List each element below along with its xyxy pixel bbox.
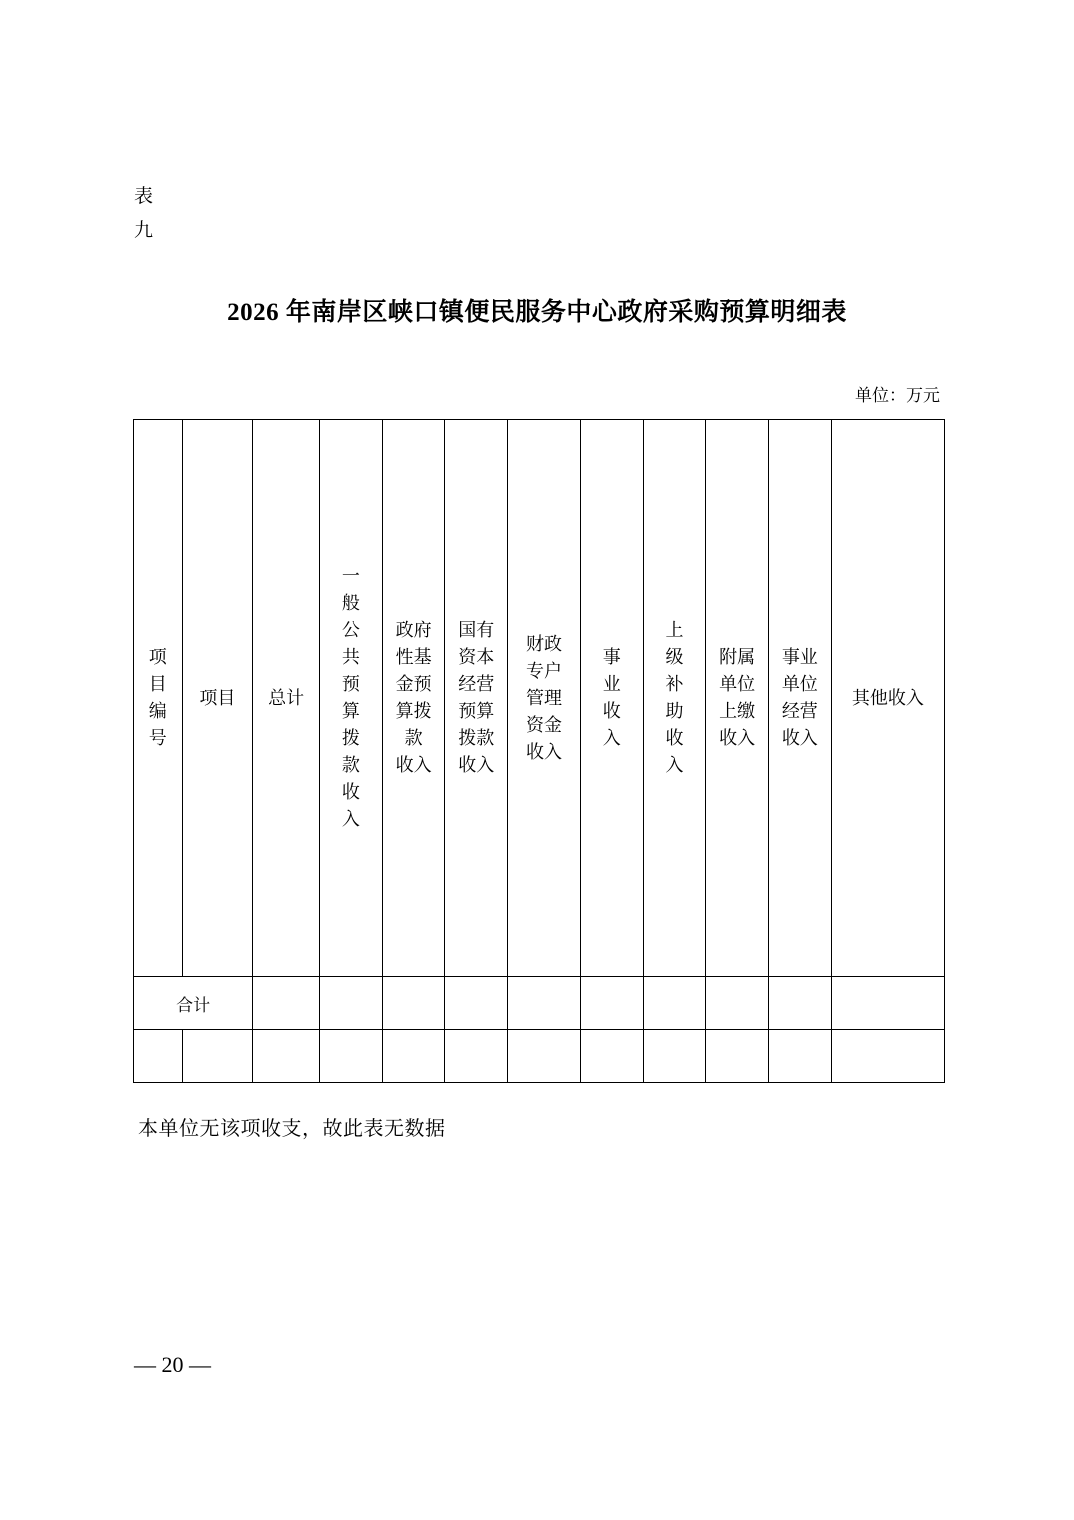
col-header-state-capital-budget: 国有 资本 经营 预算 拨款 收入: [445, 420, 508, 977]
cell-total-government-fund-budget: [382, 977, 445, 1030]
cell-total-general-public-budget: [320, 977, 383, 1030]
cell-total-business-income: [580, 977, 643, 1030]
cell-total-superior-subsidy: [643, 977, 706, 1030]
col-header-other-income: 其他收入: [831, 420, 944, 977]
col-header-superior-subsidy: 上 级 补 助 收 入: [643, 420, 706, 977]
cell-total-other-income: [831, 977, 944, 1030]
cell-blank-business-operating-income: [768, 1030, 831, 1083]
cell-blank-other-income: [831, 1030, 944, 1083]
table-row: [134, 1030, 945, 1083]
budget-table: [133, 419, 945, 1083]
footnote: 本单位无该项收支，故此表无数据: [138, 1118, 446, 1140]
table-header-row: [134, 420, 945, 977]
cell-blank-business-income: [580, 1030, 643, 1083]
page-number: — 20 —: [134, 1352, 211, 1377]
cell-total-state-capital-budget: [445, 977, 508, 1030]
cell-total-business-operating-income: [768, 977, 831, 1030]
col-header-affiliated-unit-payment: 附属 单位 上缴 收入: [706, 420, 769, 977]
sheet-label-char-2: 九: [134, 220, 154, 241]
col-header-project-code: 项 目 编 号: [134, 420, 183, 977]
sheet-label-char-1: 表: [134, 186, 154, 207]
col-header-fiscal-special-account: 财政 专户 管理 资金 收入: [508, 420, 581, 977]
sheet-label: [134, 180, 164, 248]
cell-blank-superior-subsidy: [643, 1030, 706, 1083]
table-row: [134, 977, 945, 1030]
col-header-total: 总计: [253, 420, 320, 977]
cell-blank-project: [182, 1030, 253, 1083]
cell-blank-project-code: [134, 1030, 183, 1083]
col-header-business-operating-income: 事业 单位 经营 收入: [768, 420, 831, 977]
col-header-project: 项目: [182, 420, 253, 977]
page-title: 2026 年南岸区峡口镇便民服务中心政府采购预算明细表: [227, 299, 847, 326]
cell-blank-total: [253, 1030, 320, 1083]
cell-total-affiliated-unit-payment: [706, 977, 769, 1030]
col-header-government-fund-budget: 政府 性基 金预 算拨 款 收入: [382, 420, 445, 977]
cell-total-total: [253, 977, 320, 1030]
cell-blank-general-public-budget: [320, 1030, 383, 1083]
cell-blank-fiscal-special-account: [508, 1030, 581, 1083]
cell-total-fiscal-special-account: [508, 977, 581, 1030]
col-header-business-income: 事 业 收 入: [580, 420, 643, 977]
cell-blank-affiliated-unit-payment: [706, 1030, 769, 1083]
cell-blank-state-capital-budget: [445, 1030, 508, 1083]
col-header-general-public-budget: 一 般 公 共 预 算 拨 款 收 入: [320, 420, 383, 977]
unit-note: 单位：万元: [855, 386, 940, 405]
row-label-total: 合计: [134, 977, 253, 1030]
cell-blank-government-fund-budget: [382, 1030, 445, 1083]
